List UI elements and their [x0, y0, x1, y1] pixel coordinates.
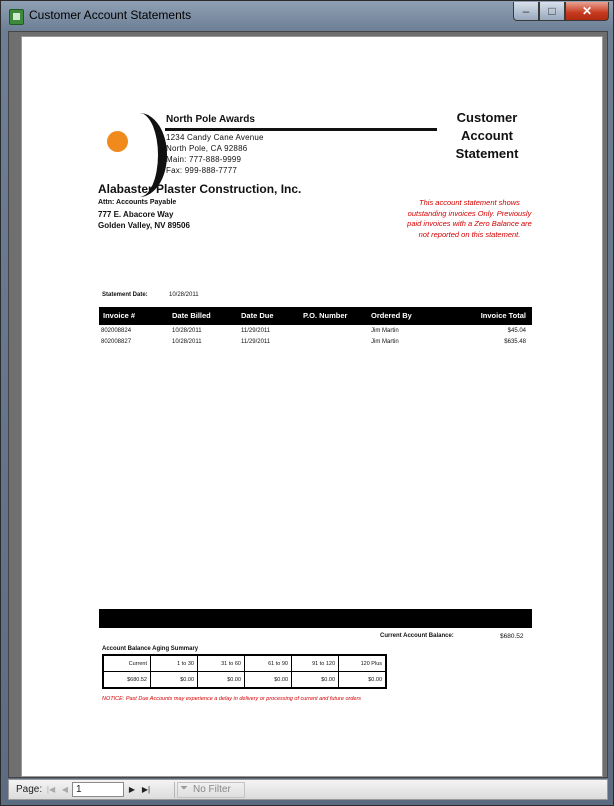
aging-value-1-30: $0.00	[151, 672, 198, 689]
aging-header-row	[103, 655, 386, 672]
statement-title-line-3: Statement	[455, 146, 519, 161]
past-due-notice: NOTICE: Past Due Accounts may experience a delay in delivery or processing of current and future orders	[102, 696, 362, 702]
header-invoice-total: Invoice Total	[480, 311, 526, 320]
header-date-billed: Date Billed	[172, 311, 211, 320]
company-address-2: North Pole, CA 92886	[166, 144, 248, 153]
statement-title-line-1: Customer	[456, 110, 518, 125]
customer-attn: Attn: Accounts Payable	[98, 199, 177, 206]
header-invoice-number: Invoice #	[103, 311, 136, 320]
window-title: Customer Account Statements	[29, 8, 192, 22]
company-main-phone: Main: 777-888-9999	[166, 155, 242, 164]
prev-page-icon[interactable]: ◀	[61, 785, 69, 794]
company-name: North Pole Awards	[166, 114, 255, 125]
report-viewport[interactable]	[8, 31, 608, 778]
statement-notice: This account statement shows outstanding invoices Only. Previously paid invoices with a Zero Balance are not reported on this statement.	[407, 198, 532, 239]
record-navigation-bar	[8, 779, 608, 800]
ordered-by: Jim Martin	[371, 339, 399, 345]
aging-value-31-60: $0.00	[198, 672, 245, 689]
table-row	[99, 328, 532, 339]
maximize-button[interactable]: □	[539, 2, 565, 21]
invoice-number: 802008824	[101, 328, 132, 334]
aging-summary-table	[102, 654, 387, 689]
table-row	[99, 339, 532, 350]
filter-icon: ⏷	[180, 783, 188, 794]
page-number-input[interactable]: 1	[72, 782, 124, 797]
aging-header-current: Current	[103, 655, 151, 672]
company-address-1: 1234 Candy Cane Avenue	[166, 133, 264, 142]
current-balance-label: Current Account Balance:	[380, 633, 454, 639]
header-date-due: Date Due	[241, 311, 274, 320]
last-page-icon[interactable]: ▶|	[141, 785, 151, 794]
invoice-total: $635.48	[504, 339, 526, 345]
company-divider	[165, 128, 437, 131]
aging-value-91-120: $0.00	[292, 672, 339, 689]
page-label: Page:	[16, 784, 43, 795]
minimize-button[interactable]: –	[513, 2, 539, 21]
invoice-table-header	[99, 307, 532, 325]
statement-date-value: 10/28/2011	[169, 292, 199, 298]
aging-summary-title: Account Balance Aging Summary	[102, 646, 199, 652]
title-bar[interactable]	[1, 1, 613, 31]
aging-header-91-120: 91 to 120	[292, 655, 339, 672]
aging-header-1-30: 1 to 30	[151, 655, 198, 672]
first-page-icon[interactable]: |◀	[46, 785, 56, 794]
aging-header-31-60: 31 to 60	[198, 655, 245, 672]
totals-bar	[99, 609, 532, 628]
aging-value-current: $680.52	[103, 672, 151, 689]
filter-label: No Filter	[193, 784, 231, 795]
access-report-icon	[9, 9, 24, 25]
statement-date-label: Statement Date:	[102, 292, 148, 298]
aging-value-row	[103, 672, 386, 689]
aging-value-120-plus: $0.00	[339, 672, 387, 689]
current-balance-value: $680.52	[500, 633, 524, 640]
date-due: 11/29/2011	[241, 328, 271, 334]
header-po-number: P.O. Number	[303, 311, 348, 320]
customer-street: 777 E. Abacore Way	[98, 210, 174, 219]
invoice-total: $45.04	[507, 328, 526, 334]
statement-title-line-2: Account	[461, 128, 513, 143]
next-page-icon[interactable]: ▶	[128, 785, 136, 794]
statement-title	[442, 109, 532, 163]
close-button[interactable]: ✕	[565, 2, 609, 21]
date-due: 11/29/2011	[241, 339, 271, 345]
aging-header-120-plus: 120 Plus	[339, 655, 387, 672]
nav-divider	[174, 782, 175, 798]
logo-dot	[107, 131, 128, 152]
customer-name: Alabaster Plaster Construction, Inc.	[98, 182, 302, 196]
statement-page	[21, 36, 603, 777]
ordered-by: Jim Martin	[371, 328, 399, 334]
date-billed: 10/28/2011	[172, 328, 202, 334]
invoice-number: 802008827	[101, 339, 132, 345]
date-billed: 10/28/2011	[172, 339, 202, 345]
aging-value-61-90: $0.00	[245, 672, 292, 689]
company-fax: Fax: 999-888-7777	[166, 166, 238, 175]
aging-header-61-90: 61 to 90	[245, 655, 292, 672]
header-ordered-by: Ordered By	[371, 311, 412, 320]
customer-city: Golden Valley, NV 89506	[98, 221, 190, 230]
